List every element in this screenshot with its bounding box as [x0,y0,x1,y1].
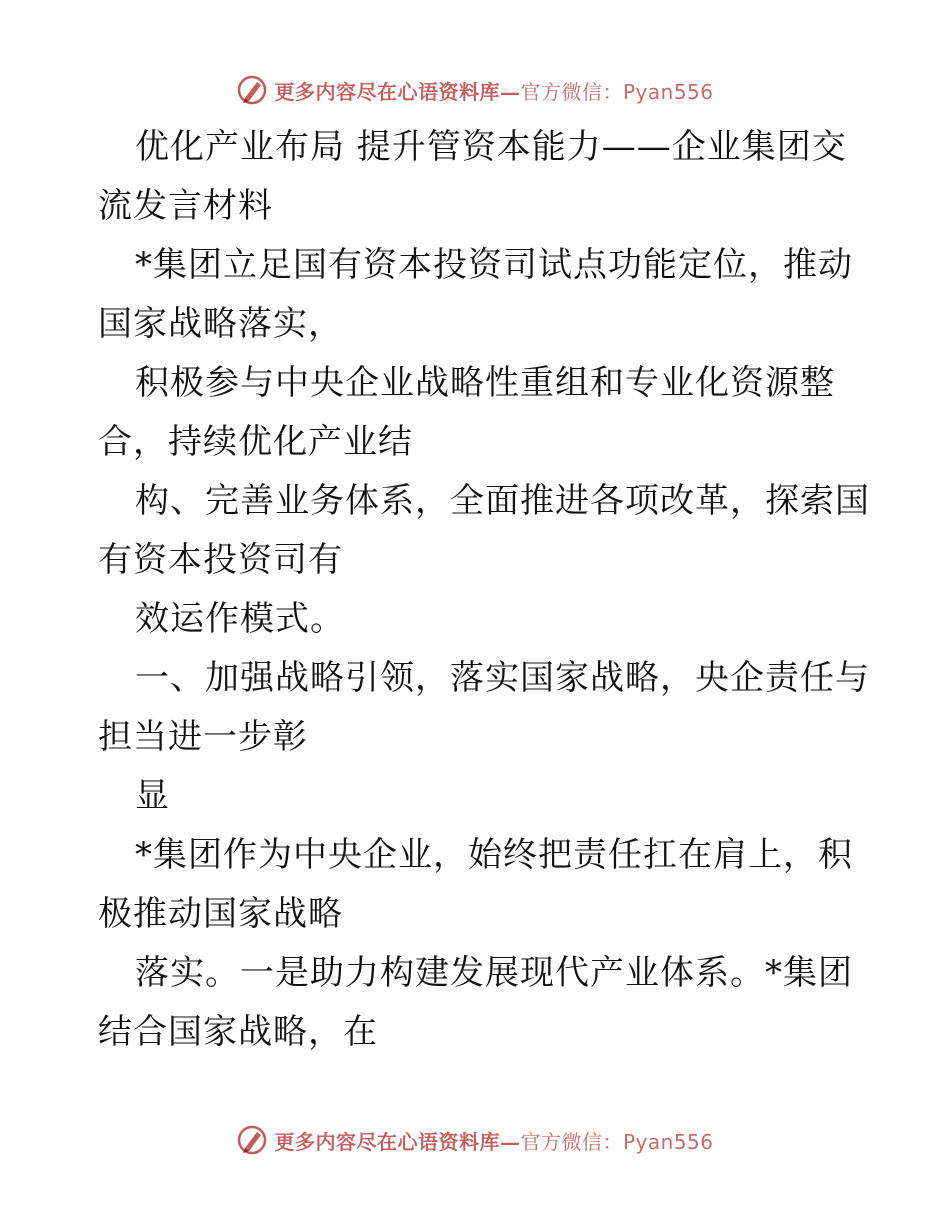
watermark-text [274,76,713,105]
paragraph-line: 构、完善业务体系，全面推进各项改革，探索国 [135,481,870,521]
paragraph-line: 效运作模式。 [135,599,345,639]
paragraph-line: *集团立足国有资本投资司试点功能定位，推动 [135,245,853,285]
watermark-wechat-id: Pyan556 [622,79,714,104]
title-line-1: 优化产业布局 提升管资本能力——企业集团交 [135,127,847,167]
paragraph-line: 结合国家战略，在 [98,1012,378,1052]
title-line-2: 流发言材料 [98,186,273,226]
watermark-text [274,1126,713,1155]
pen-logo-icon [236,74,268,106]
paragraph-line: *集团作为中央企业，始终把责任扛在肩上，积 [135,835,853,875]
paragraph-line: 合，持续优化产业结 [98,422,413,462]
watermark-slogan: 更多内容尽在心语资料库— [274,79,521,104]
section-heading-line: 显 [135,776,170,816]
section-heading-line: 一、加强战略引领，落实国家战略，央企责任与 [135,658,870,698]
paragraph-line: 国家战略落实， [98,304,343,344]
paragraph-line: 极推动国家战略 [98,894,343,934]
header-watermark [0,70,950,110]
paragraph-line: 积极参与中央企业战略性重组和专业化资源整 [135,363,835,403]
pen-logo-icon [236,1124,268,1156]
document-body [98,118,870,1062]
paragraph-line: 有资本投资司有 [98,540,343,580]
section-heading-line: 担当进一步彰 [98,717,308,757]
watermark-wechat-label: 官方微信： [520,1129,623,1154]
paragraph-line: 落实。一是助力构建发展现代产业体系。*集团 [135,953,853,993]
watermark-wechat-id: Pyan556 [622,1129,714,1154]
watermark-slogan: 更多内容尽在心语资料库— [274,1129,521,1154]
footer-watermark [0,1120,950,1160]
watermark-wechat-label: 官方微信： [520,79,623,104]
